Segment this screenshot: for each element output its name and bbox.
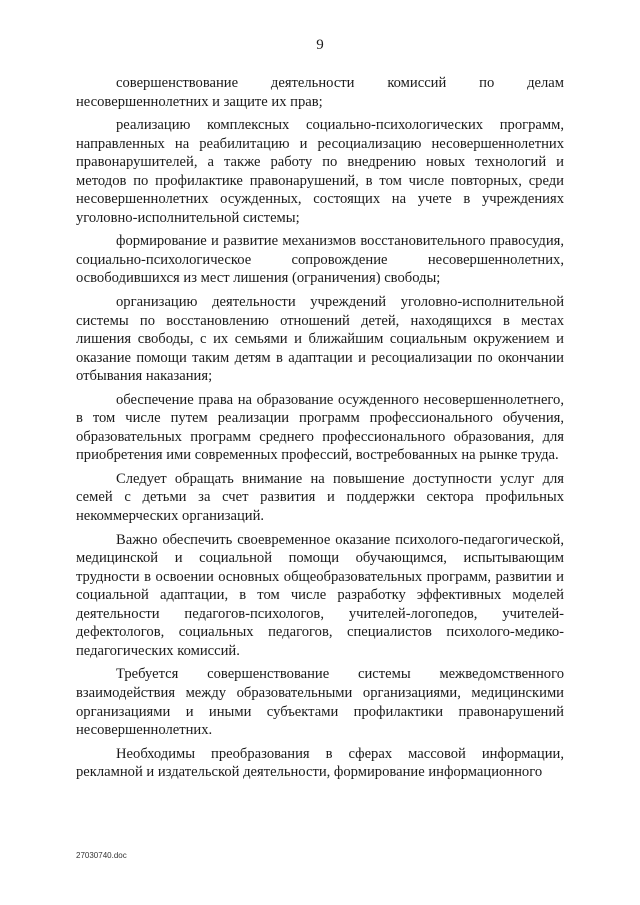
paragraph: Важно обеспечить своевременное оказание психолого-педагогической, медицинской и социальной помощи обучающимся, испытывающим трудности в освоении основных общеобразовательных программ, развитии и социальной адаптации, в том числе разработку эффективных моделей деятельности педагогов-психологов, учителей-логопедов, учителей-дефектологов, социальных педагогов, специалистов психолого-медико-педагогических комиссий. xyxy=(76,531,564,659)
paragraph: совершенствование деятельности комиссий по делам несовершеннолетних и защите их прав; xyxy=(76,75,564,110)
paragraph: формирование и развитие механизмов восстановительного правосудия, социально-психологическое сопровождение несовершеннолетних, освободившихся из мест лишения (ограничения) свободы; xyxy=(76,233,564,287)
paragraph: организацию деятельности учреждений уголовно-исполнительной системы по восстановлению отношений детей, находящихся в местах лишения свободы, с их семьями и ближайшим социальным окружением и оказание помощи таким детям в адаптации и ресоциализации по окончании отбывания наказания; xyxy=(76,294,564,385)
paragraph: Необходимы преобразования в сферах массовой информации, рекламной и издательской деятельности, формирование информационного xyxy=(76,745,564,781)
page-number: 9 xyxy=(316,37,324,53)
document-body xyxy=(76,74,564,787)
paragraph: Следует обращать внимание на повышение доступности услуг для семей с детьми за счет развития и поддержки сектора профильных некоммерческих организаций. xyxy=(76,470,564,525)
paragraph: Требуется совершенствование системы межведомственного взаимодействия между образовательными организациями, медицинскими организациями и иными субъектами профилактики правонарушений несовершеннолетних. xyxy=(76,666,564,739)
paragraph: обеспечение права на образование осужденного несовершеннолетнего, в том числе путем реализации программ профессионального обучения, образовательных программ среднего профессионального образования, для приобретения ими современных профессий, востребованных на рынке труда. xyxy=(76,391,564,464)
paragraph: реализацию комплексных социально-психологических программ, направленных на реабилитацию и ресоциализацию несовершеннолетних правонарушителей, а также работу по внедрению новых технологий и методов по профилактике правонарушений, в том числе повторных, среди несовершеннолетних осужденных, состоящих на учете в учреждениях уголовно-исполнительной системы; xyxy=(76,117,564,226)
file-name-footer: 27030740.doc xyxy=(76,851,127,860)
